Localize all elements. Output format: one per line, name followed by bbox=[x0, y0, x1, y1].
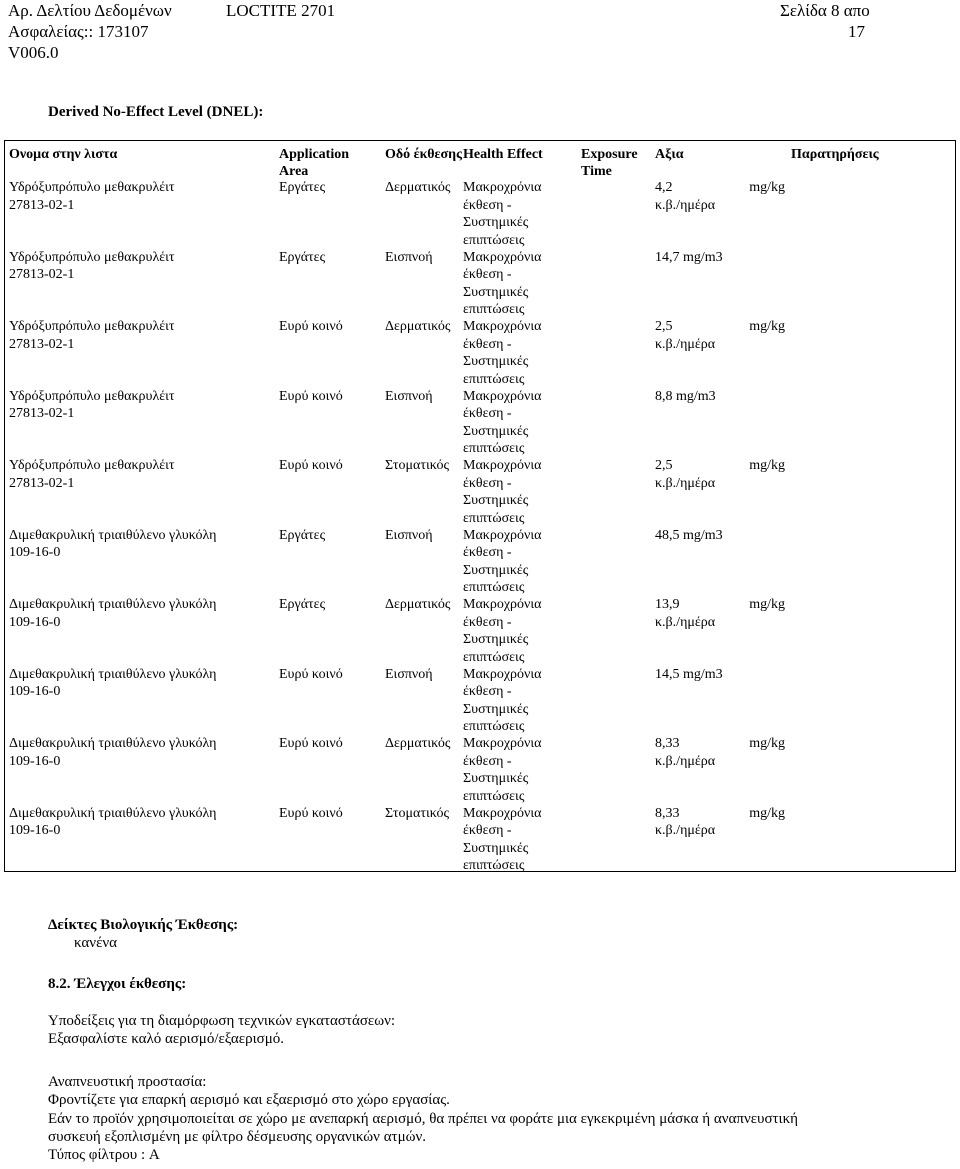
substance-cas: 109-16-0 bbox=[9, 684, 61, 699]
cell-substance bbox=[9, 179, 271, 214]
health-effect-line: έκθεση - bbox=[463, 336, 512, 352]
substance-name: Υδρόξυπρόπυλο μεθακρυλέιτ bbox=[9, 180, 175, 195]
eng-text: Εξασφαλίστε καλό αερισμό/εξαερισμό. bbox=[48, 1031, 284, 1047]
cell-route bbox=[385, 388, 465, 406]
value-line bbox=[655, 457, 785, 475]
substance-cas: 27813-02-1 bbox=[9, 336, 75, 352]
cell-substance bbox=[9, 735, 271, 770]
eng-label: Υποδείξεις για τη διαμόρφωση τεχνικών εγκαταστάσεων: bbox=[48, 1013, 396, 1029]
dnel-table bbox=[4, 140, 956, 872]
value-number: 8,33 bbox=[655, 736, 680, 751]
exposure-route: Δερματικός bbox=[385, 180, 451, 195]
table-row bbox=[5, 805, 955, 875]
document-header bbox=[0, 0, 960, 70]
health-effect-line: Μακροχρόνια bbox=[463, 458, 542, 473]
table-row bbox=[5, 735, 955, 805]
health-effect-line: Μακροχρόνια bbox=[463, 597, 542, 612]
health-effect-line: Μακροχρόνια bbox=[463, 388, 542, 404]
health-effect-line: Συστημικές bbox=[463, 840, 529, 856]
value-unit-2: κ.β./ημέρα bbox=[655, 336, 716, 352]
value-text: 48,5 mg/m3 bbox=[655, 527, 723, 543]
health-effect-line: επιπτώσεις bbox=[463, 302, 525, 317]
cell-area bbox=[279, 179, 379, 197]
health-effect-line: Συστημικές bbox=[463, 423, 529, 439]
health-effect-line: επιπτώσεις bbox=[463, 371, 525, 387]
value-number: 13,9 bbox=[655, 597, 680, 612]
col-header-notes: Παρατηρήσεις bbox=[791, 147, 879, 162]
cell-area bbox=[279, 596, 379, 614]
value-number: 2,5 bbox=[655, 319, 673, 334]
cell-value bbox=[655, 527, 785, 545]
cell-value bbox=[655, 666, 785, 684]
cell-health-effect bbox=[463, 805, 563, 875]
substance-name: Διμεθακρυλική τριαιθύλενο γλυκόλη bbox=[9, 805, 217, 821]
health-effect-line: Συστημικές bbox=[463, 632, 529, 647]
health-effect-line: επιπτώσεις bbox=[463, 719, 525, 734]
cell-value bbox=[655, 805, 785, 840]
value-line bbox=[655, 805, 785, 823]
value-text: 14,5 mg/m3 bbox=[655, 666, 723, 682]
table-row bbox=[5, 318, 955, 388]
value-text: 8,8 mg/m3 bbox=[655, 388, 716, 404]
value-unit: mg/kg bbox=[749, 319, 785, 334]
cell-substance bbox=[9, 388, 271, 423]
substance-name: Διμεθακρυλική τριαιθύλενο γλυκόλη bbox=[9, 597, 217, 612]
substance-name: Υδρόξυπρόπυλο μεθακρυλέιτ bbox=[9, 319, 175, 334]
health-effect-line: επιπτώσεις bbox=[463, 788, 525, 804]
substance-cas: 109-16-0 bbox=[9, 545, 61, 560]
cell-value bbox=[655, 179, 785, 214]
health-effect-line: επιπτώσεις bbox=[463, 858, 525, 873]
health-effect-line: Συστημικές bbox=[463, 701, 529, 717]
resp-line-1: Φροντίζετε για επαρκή αερισμό και εξαερισμό στο χώρο εργασίας. bbox=[48, 1092, 450, 1108]
cell-health-effect bbox=[463, 457, 563, 527]
cell-route bbox=[385, 527, 465, 545]
application-area: Εργάτες bbox=[279, 597, 326, 612]
health-effect-line: έκθεση - bbox=[463, 545, 512, 560]
cell-value bbox=[655, 457, 785, 492]
value-line bbox=[655, 318, 785, 336]
header-product: LOCTITE 2701 bbox=[226, 1, 336, 20]
value-unit-2: κ.β./ημέρα bbox=[655, 197, 716, 213]
substance-cas: 109-16-0 bbox=[9, 823, 61, 838]
application-area: Ευρύ κοινό bbox=[279, 666, 343, 682]
substance-cas: 27813-02-1 bbox=[9, 406, 75, 421]
health-effect-line: Μακροχρόνια bbox=[463, 249, 542, 265]
health-effect-line: έκθεση - bbox=[463, 614, 512, 630]
health-effect-line: έκθεση - bbox=[463, 267, 512, 282]
table-row bbox=[5, 666, 955, 736]
substance-cas: 27813-02-1 bbox=[9, 475, 75, 491]
health-effect-line: Συστημικές bbox=[463, 354, 529, 369]
health-effect-line: Μακροχρόνια bbox=[463, 666, 542, 682]
exposure-route: Δερματικός bbox=[385, 319, 451, 334]
bio-title: Δείκτες Βιολογικής Έκθεσης: bbox=[48, 917, 239, 933]
health-effect-line: Μακροχρόνια bbox=[463, 319, 542, 334]
cell-area bbox=[279, 666, 379, 684]
table-row bbox=[5, 457, 955, 527]
filter-type: Τύπος φίλτρου : A bbox=[48, 1147, 160, 1163]
health-effect-line: έκθεση - bbox=[463, 197, 512, 213]
application-area: Ευρύ κοινό bbox=[279, 805, 343, 821]
value-unit-2: κ.β./ημέρα bbox=[655, 475, 716, 491]
cell-health-effect bbox=[463, 666, 563, 736]
value-unit: mg/kg bbox=[749, 180, 785, 195]
substance-cas: 109-16-0 bbox=[9, 614, 61, 630]
cell-value bbox=[655, 249, 785, 267]
cell-health-effect bbox=[463, 735, 563, 805]
value-unit: mg/kg bbox=[749, 597, 785, 612]
substance-cas: 27813-02-1 bbox=[9, 267, 75, 282]
substance-name: Διμεθακρυλική τριαιθύλενο γλυκόλη bbox=[9, 527, 217, 543]
cell-substance bbox=[9, 318, 271, 353]
dnel-title: Derived No-Effect Level (DNEL): bbox=[48, 104, 264, 120]
cell-area bbox=[279, 249, 379, 267]
value-unit: mg/kg bbox=[749, 805, 785, 821]
cell-value bbox=[655, 735, 785, 770]
application-area: Ευρύ κοινό bbox=[279, 319, 343, 334]
exposure-route: Δερματικός bbox=[385, 597, 451, 612]
substance-name: Υδρόξυπρόπυλο μεθακρυλέιτ bbox=[9, 458, 175, 473]
value-number: 2,5 bbox=[655, 458, 673, 473]
value-line bbox=[655, 179, 785, 197]
health-effect-line: Συστημικές bbox=[463, 771, 529, 786]
value-unit-2: κ.β./ημέρα bbox=[655, 614, 716, 630]
exposure-route: Δερματικός bbox=[385, 736, 451, 751]
health-effect-line: Συστημικές bbox=[463, 284, 529, 300]
cell-area bbox=[279, 318, 379, 336]
cell-health-effect bbox=[463, 388, 563, 458]
exposure-route: Εισπνοή bbox=[385, 666, 433, 682]
exposure-route: Στοματικός bbox=[385, 805, 450, 821]
cell-health-effect bbox=[463, 318, 563, 388]
header-sds-number: Ασφαλείας:: 173107 bbox=[8, 22, 149, 41]
table-row bbox=[5, 527, 955, 597]
cell-route bbox=[385, 805, 465, 823]
health-effect-line: Μακροχρόνια bbox=[463, 736, 542, 751]
cell-route bbox=[385, 666, 465, 684]
substance-cas: 27813-02-1 bbox=[9, 197, 75, 213]
bio-value: κανένα bbox=[74, 935, 118, 951]
cell-route bbox=[385, 596, 465, 614]
health-effect-line: Συστημικές bbox=[463, 562, 529, 578]
cell-area bbox=[279, 527, 379, 545]
value-line bbox=[655, 596, 785, 614]
application-area: Εργάτες bbox=[279, 180, 326, 195]
value-number: 8,33 bbox=[655, 805, 680, 821]
application-area: Ευρύ κοινό bbox=[279, 388, 343, 404]
exposure-route: Στοματικός bbox=[385, 458, 450, 473]
value-line bbox=[655, 735, 785, 753]
health-effect-line: έκθεση - bbox=[463, 753, 512, 769]
cell-health-effect bbox=[463, 596, 563, 666]
application-area: Εργάτες bbox=[279, 527, 326, 543]
health-effect-line: Μακροχρόνια bbox=[463, 527, 542, 543]
cell-area bbox=[279, 805, 379, 823]
substance-name: Υδρόξυπρόπυλο μεθακρυλέιτ bbox=[9, 249, 175, 265]
substance-cas: 109-16-0 bbox=[9, 753, 61, 769]
substance-name: Διμεθακρυλική τριαιθύλενο γλυκόλη bbox=[9, 666, 217, 682]
table-row bbox=[5, 179, 955, 249]
cell-route bbox=[385, 457, 465, 475]
value-unit: mg/kg bbox=[749, 458, 785, 473]
col-header-value: Αξια bbox=[655, 147, 684, 162]
substance-name: Υδρόξυπρόπυλο μεθακρυλέιτ bbox=[9, 388, 175, 404]
resp-label: Αναπνευστική προστασία: bbox=[48, 1074, 207, 1090]
value-unit: mg/kg bbox=[749, 736, 785, 751]
cell-substance bbox=[9, 249, 271, 284]
cell-route bbox=[385, 318, 465, 336]
health-effect-line: Μακροχρόνια bbox=[463, 180, 542, 195]
health-effect-line: Μακροχρόνια bbox=[463, 805, 542, 821]
health-effect-line: έκθεση - bbox=[463, 406, 512, 421]
health-effect-line: έκθεση - bbox=[463, 475, 512, 491]
col-header-exposure: Exposure Time bbox=[581, 147, 638, 179]
cell-route bbox=[385, 249, 465, 267]
health-effect-line: Συστημικές bbox=[463, 215, 529, 230]
col-header-name: Ονομα στην λιστα bbox=[9, 147, 118, 162]
cell-health-effect bbox=[463, 249, 563, 319]
table-row bbox=[5, 388, 955, 458]
application-area: Ευρύ κοινό bbox=[279, 736, 343, 751]
health-effect-line: Συστημικές bbox=[463, 493, 529, 508]
cell-value bbox=[655, 596, 785, 631]
exposure-route: Εισπνοή bbox=[385, 249, 433, 265]
cell-area bbox=[279, 388, 379, 406]
exposure-route: Εισπνοή bbox=[385, 388, 433, 404]
cell-substance bbox=[9, 666, 271, 701]
application-area: Ευρύ κοινό bbox=[279, 458, 343, 473]
cell-value bbox=[655, 318, 785, 353]
value-unit-2: κ.β./ημέρα bbox=[655, 823, 716, 838]
controls-title: 8.2. Έλεγχοι έκθεσης: bbox=[48, 976, 187, 992]
header-page-label: Σελίδα 8 απο bbox=[780, 1, 870, 20]
cell-substance bbox=[9, 805, 271, 840]
cell-substance bbox=[9, 527, 271, 562]
resp-line-3: συσκευή εξοπλισμένη με φίλτρο δέσμευσης οργανικών ατμών. bbox=[48, 1129, 427, 1145]
health-effect-line: επιπτώσεις bbox=[463, 649, 525, 665]
cell-health-effect bbox=[463, 179, 563, 249]
cell-area bbox=[279, 735, 379, 753]
cell-substance bbox=[9, 457, 271, 492]
cell-area bbox=[279, 457, 379, 475]
application-area: Εργάτες bbox=[279, 249, 326, 265]
col-header-route: Οδό έκθεσης bbox=[385, 147, 462, 162]
table-row bbox=[5, 596, 955, 666]
header-total-pages: 17 bbox=[848, 22, 865, 41]
health-effect-line: έκθεση - bbox=[463, 823, 512, 838]
health-effect-line: έκθεση - bbox=[463, 684, 512, 699]
health-effect-line: επιπτώσεις bbox=[463, 441, 525, 456]
cell-route bbox=[385, 179, 465, 197]
header-title: Αρ. Δελτίου Δεδομένων bbox=[8, 1, 172, 20]
health-effect-line: επιπτώσεις bbox=[463, 232, 525, 248]
value-unit-2: κ.β./ημέρα bbox=[655, 753, 716, 769]
health-effect-line: επιπτώσεις bbox=[463, 580, 525, 595]
cell-route bbox=[385, 735, 465, 753]
col-header-effect: Health Effect bbox=[463, 147, 543, 162]
col-header-area: Application Area bbox=[279, 147, 350, 179]
cell-value bbox=[655, 388, 785, 406]
health-effect-line: επιπτώσεις bbox=[463, 510, 525, 526]
resp-line-2: Εάν το προϊόν χρησιμοποιείται σε χώρο με ανεπαρκή αερισμό, θα πρέπει να φοράτε μια εγκεκριμένη μάσκα ή αναπνευστική bbox=[48, 1111, 798, 1127]
table-row bbox=[5, 249, 955, 319]
header-version: V006.0 bbox=[8, 43, 59, 62]
cell-health-effect bbox=[463, 527, 563, 597]
value-text: 14,7 mg/m3 bbox=[655, 249, 723, 265]
value-number: 4,2 bbox=[655, 180, 673, 195]
substance-name: Διμεθακρυλική τριαιθύλενο γλυκόλη bbox=[9, 736, 217, 751]
cell-substance bbox=[9, 596, 271, 631]
exposure-route: Εισπνοή bbox=[385, 527, 433, 543]
